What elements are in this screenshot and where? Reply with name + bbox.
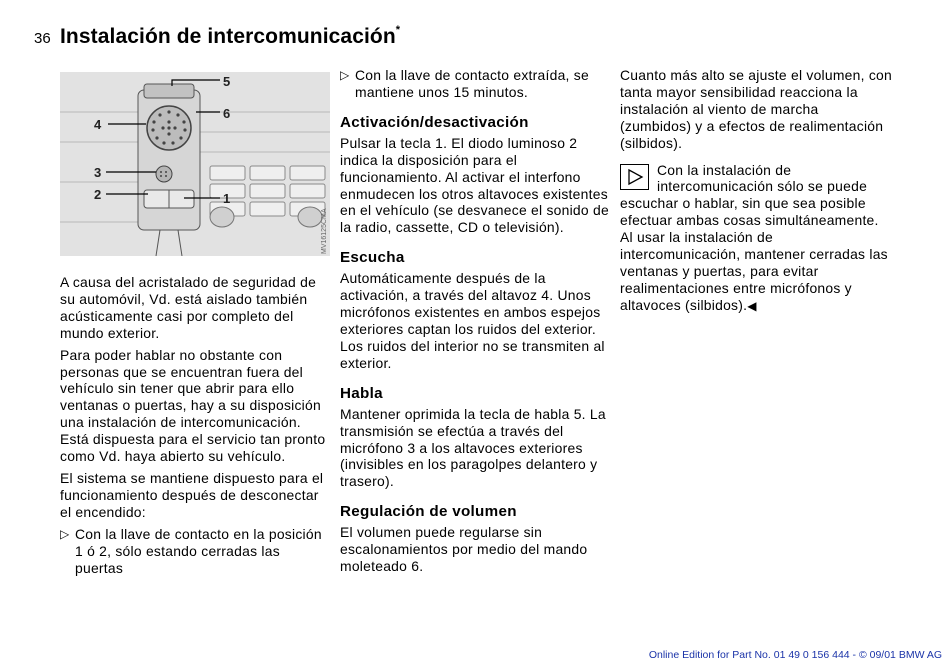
paragraph-purpose: Para poder hablar no obstante con personas que se encuentran fuera del vehículo sin tener que abrir para ello ventanas o puertas, hay a su disposición una instalación de intercomunicación. Está dispuesta para el servicio tan pronto como Vd. haya abierto su vehículo.: [60, 346, 326, 465]
triangle-bullet-icon: ▷: [340, 68, 350, 82]
callout-5: 5: [223, 74, 231, 89]
end-mark-icon: ◀: [747, 298, 757, 313]
page-number: 36: [34, 30, 51, 47]
page-title: [60, 25, 400, 49]
heading-volume: Regulación de volumen: [340, 503, 517, 521]
callout-3: 3: [94, 165, 102, 180]
text-activation: Pulsar la tecla 1. El diodo luminoso 2 indica la disposición para el funcionamiento. Al activar el interfono enmudecen los otros altavoces existentes en el vehículo (se desvanece el sonido de la radio, cassette, CD o televisión).: [340, 134, 609, 236]
paragraph-volume-sensitivity: Cuanto más alto se ajuste el volumen, con tanta mayor sensibilidad reacciona la instalación al viento de marcha (zumbidos) y a efectos de realimentación (silbidos).: [620, 67, 893, 151]
page-title-text: Instalación de intercomunicación: [60, 25, 396, 48]
callout-1: 1: [223, 191, 231, 206]
note-text-1: Con la instalación de intercomunicación sólo se puede escuchar o hablar, sin que sea posible efectuar ambas cosas simultáneamente.: [620, 161, 879, 229]
column-3: [620, 67, 892, 315]
note-text-2: Al usar la instalación de intercomunicación, mantener cerradas las ventanas y puertas, para evitar realimentaciones entre micrófonos y altavoces (silbidos).: [620, 229, 888, 313]
title-asterisk: *: [395, 24, 401, 36]
heading-listen: Escucha: [340, 249, 405, 267]
text-listen: Automáticamente después de la activación, a través del altavoz 4. Unos micrófonos existentes en ambos espejos exteriores captan los ruidos del exterior. Los ruidos del interior no se transmiten al exterior.: [340, 270, 605, 371]
column-1: [60, 274, 332, 581]
bullet-ignition: [60, 526, 332, 577]
column-2: [340, 67, 612, 580]
text-volume: El volumen puede regularse sin escalonamientos por medio del mando moleteado 6.: [340, 524, 588, 575]
paragraph-intro: A causa del acristalado de seguridad de su automóvil, Vd. está aislado también acústicamente casi por completo del mundo exterior.: [60, 274, 317, 341]
figure-code: MV16125CMA: [321, 208, 328, 254]
heading-activation: Activación/desactivación: [340, 113, 529, 131]
note-block: [620, 162, 892, 315]
note-icon: [620, 164, 649, 190]
intercom-illustration: [60, 72, 330, 256]
bullet-key-removed-text: Con la llave de contacto extraída, se mantiene unos 15 minutos.: [355, 67, 589, 100]
heading-speak: Habla: [340, 384, 383, 402]
intercom-illustration-svg: [60, 72, 330, 256]
callout-2: 2: [94, 187, 102, 202]
footer-edition: Online Edition for Part No. 01 49 0 156 444 - © 09/01 BMW AG: [648, 649, 942, 661]
callout-4: 4: [94, 117, 102, 132]
paragraph-system: El sistema se mantiene dispuesto para el funcionamiento después de desconectar el encendido:: [60, 469, 324, 520]
bullet-ignition-text: Con la llave de contacto en la posición 1 ó 2, sólo estando cerradas las puertas: [75, 525, 322, 576]
triangle-bullet-icon: ▷: [60, 526, 70, 541]
callout-6: 6: [223, 106, 231, 121]
bullet-key-removed: [340, 67, 612, 101]
text-speak: Mantener oprimida la tecla de habla 5. La transmisión se efectúa a través del micrófono 3 a los altavoces exteriores (invisibles en los paragolpes delantero y trasero).: [340, 405, 606, 490]
